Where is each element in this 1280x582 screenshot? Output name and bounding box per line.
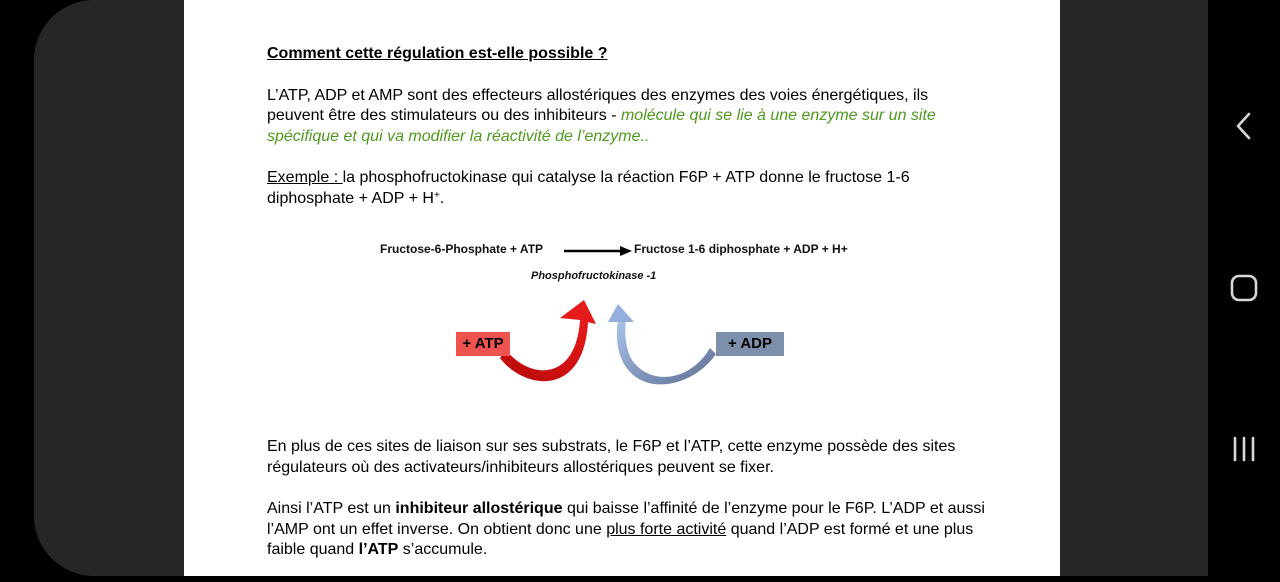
back-button[interactable] xyxy=(1224,106,1264,146)
system-navigation-bar xyxy=(1208,0,1280,576)
adp-activation-arrow-icon xyxy=(617,320,716,384)
text-run: quand l’ADP est formé et une plus faible quand xyxy=(267,520,974,558)
reaction-diagram xyxy=(184,234,1060,404)
bold-atp: l’ATP xyxy=(358,541,399,558)
reaction-products: Fructose 1-6 diphosphate + ADP + H+ xyxy=(634,242,848,256)
paragraph-effecteurs xyxy=(267,86,987,148)
atp-arrow-head-icon xyxy=(560,300,596,324)
paragraph-inhibiteur xyxy=(267,499,987,561)
enzyme-label: Phosphofructokinase -1 xyxy=(531,270,657,282)
recents-button[interactable] xyxy=(1224,429,1264,469)
text-run: s’accumule. xyxy=(398,541,488,558)
chevron-left-icon xyxy=(1234,111,1254,141)
adp-arrow-head-icon xyxy=(608,304,634,322)
reaction-arrow-icon xyxy=(564,246,632,256)
example-end: . xyxy=(439,189,445,207)
bold-inhibiteur: inhibiteur allostérique xyxy=(395,500,563,517)
document-bottom xyxy=(267,437,987,582)
allosteric-arrows xyxy=(484,294,744,394)
atp-tag: + ATP xyxy=(456,332,510,356)
reaction-reactants: Fructose-6-Phosphate + ATP xyxy=(380,242,544,256)
paragraph-text: L’ATP, ADP et AMP sont des effecteurs allostériques des enzymes des voies énergétiques, ils peuvent être des stimulateurs ou des inhibiteurs - xyxy=(267,86,929,124)
document-content xyxy=(267,44,987,230)
example-label: Exemple : xyxy=(267,169,343,186)
three-bars-icon xyxy=(1229,434,1259,464)
adp-tag: + ADP xyxy=(716,332,784,356)
text-run: Ainsi l’ATP est un xyxy=(267,500,396,517)
underline-forte-activite: plus forte activité xyxy=(606,520,727,538)
definition-text: molécule qui se lie à une enzyme sur un site spécifique et qui va modifier la réactivité de l’enzyme.. xyxy=(267,107,936,145)
paragraph-exemple xyxy=(267,168,987,209)
text-run: qui baisse l’affinité de l’enzyme pour le F6P. L’ADP et aussi l’AMP ont un effet inverse. On obtient donc une xyxy=(267,500,985,538)
paragraph-sites: En plus de ces sites de liaison sur ses substrats, le F6P et l’ATP, cette enzyme possède des sites régulateurs où des activateurs/inhibiteurs allostériques peuvent se fixer. xyxy=(267,438,956,476)
atp-inhibition-arrow-icon xyxy=(500,320,588,381)
example-text: la phosphofructokinase qui catalyse la réaction F6P + ATP donne le fructose 1-6 diphosphate + ADP + H xyxy=(267,169,910,207)
home-button[interactable] xyxy=(1224,268,1264,308)
superscript: + xyxy=(433,189,440,201)
rounded-square-icon xyxy=(1229,273,1259,303)
section-heading: Comment cette régulation est-elle possible ? xyxy=(267,45,608,62)
